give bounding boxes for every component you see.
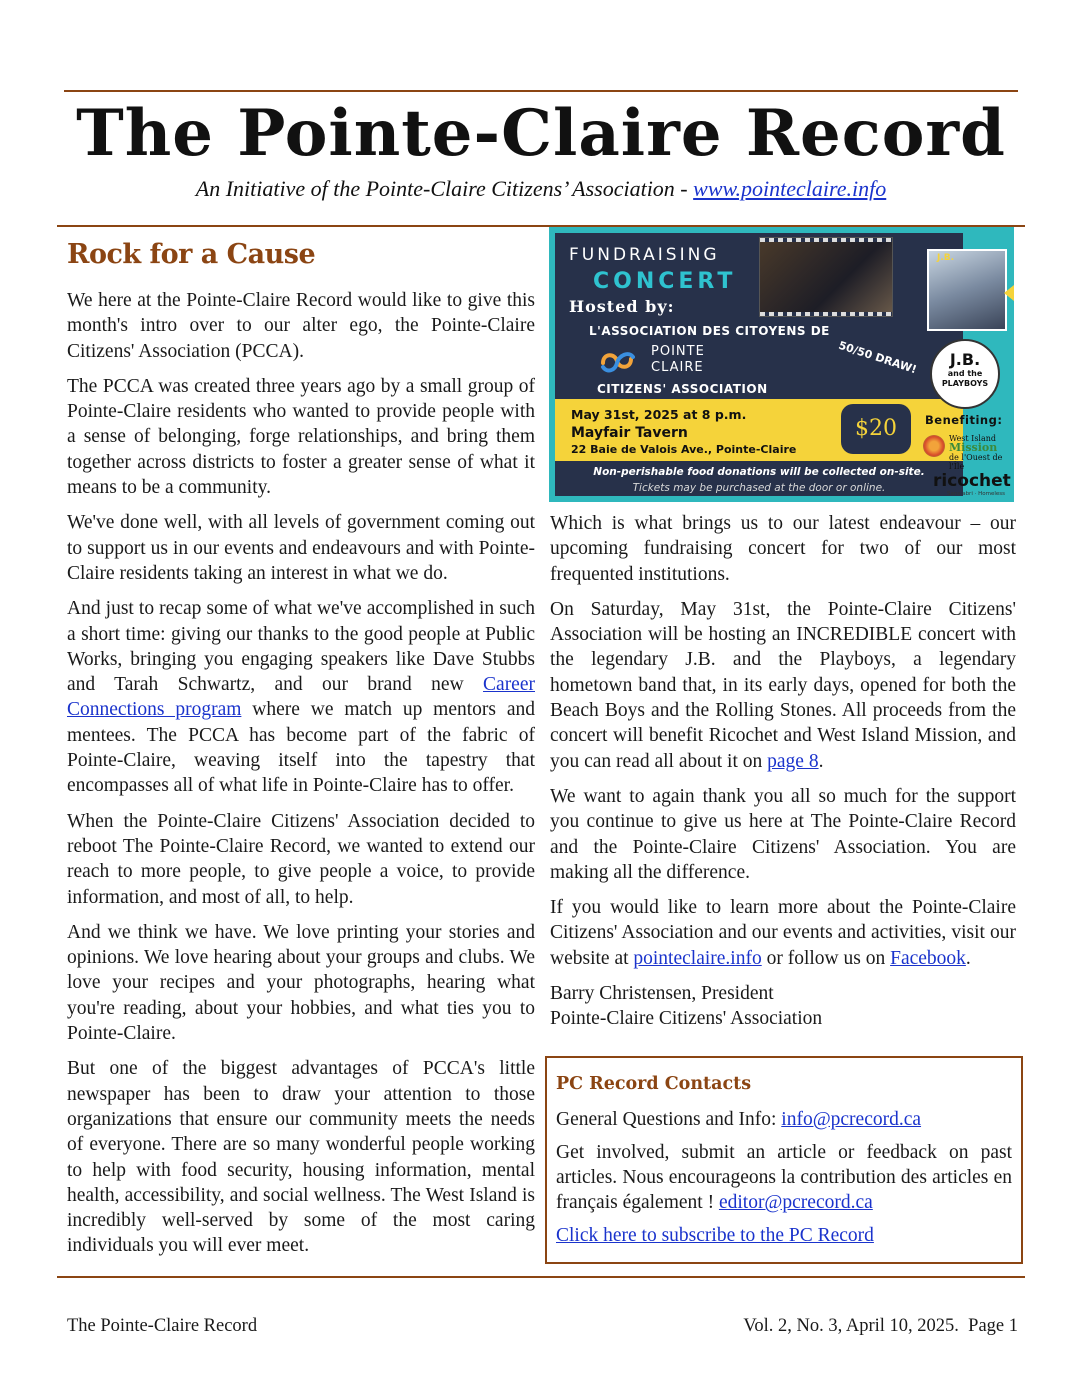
article-paragraph-2: The PCCA was created three years ago by a small group of Pointe-Claire residents who wanted to provide people with a sense of belonging, forge relationships, and bring them together across districts to foster a greater sense of what it means to be a community. (67, 375, 535, 499)
pointeclaire-info-link[interactable]: pointeclaire.info (633, 947, 762, 969)
subscribe-link[interactable]: Click here to subscribe to the PC Record (556, 1225, 874, 1246)
article-paragraph-3: We've done well, with all levels of government coming out to support us in our events and endeavours and with Pointe-Claire residents taking an interest in what we do. (67, 512, 535, 584)
poster-claire: CLAIRE (651, 360, 704, 375)
mission-line-3: de l'Ouest de l'Île (949, 453, 1003, 471)
article-paragraph-11 (550, 895, 1016, 971)
poster-event-details (555, 399, 963, 461)
editor-email-link[interactable]: editor@pcrecord.ca (718, 1192, 873, 1213)
poster-pointe-claire (651, 344, 705, 376)
ricochet-subtitle: Sans-abri · Homeless (947, 491, 1005, 497)
mission-line-2: Mission (949, 441, 998, 454)
article-right-column (550, 511, 1016, 1032)
p9-text-before: On Saturday, May 31st, the Pointe-Claire Citizens' Association will be hosting an INCREDIBLE concert with the legendary J.B. and the Playboys, a legendary hometown band that, in its early days, opened for both the Beach Boys and the Rolling Stones. All proceeds from the concert will benefit Ricochet and West Island Mission, and you can read all about it on (550, 598, 1016, 772)
article-paragraph-10: We want to again thank you all so much for the support you continue to give us here at The Pointe-Claire Record and the Pointe-Claire Citizens' Association. You are making all the difference. (550, 785, 1016, 883)
p11-text-middle: or follow us on (761, 947, 891, 969)
masthead-title: The Pointe-Claire Record (76, 96, 1006, 171)
page-8-link[interactable]: page 8 (767, 750, 819, 772)
facebook-link[interactable]: Facebook (890, 947, 966, 969)
poster-note-donations: Non-perishable food donations will be collected on-site. (593, 466, 925, 478)
jb-badge-and: and the (947, 369, 983, 378)
contacts-involved (556, 1140, 1012, 1215)
article-headline: Rock for a Cause (67, 239, 316, 270)
jb-playboys-badge (930, 339, 1000, 409)
p11-text-before: If you would like to learn more about the Pointe-Claire Citizens' Association and our events and activities, visit our website at (550, 897, 1016, 969)
article-paragraph-1: We here at the Pointe-Claire Record would like to give this month's intro over to our alter ego, the Pointe-Claire Citizens' Association (PCCA). (67, 290, 535, 362)
p4-text-before: And just to recap some of what we've accomplished in such a short time: giving our thanks to the good people at Public Works, bringing you engaging speakers like Dave Stubbs and Tarah Schwartz, and our brand new (67, 598, 535, 696)
footer-issue-info: Vol. 2, No. 3, April 10, 2025. Page 1 (743, 1316, 1018, 1336)
contacts-involved-text: Get involved, submit an article or feedback on past articles. Nous encourageons la contribution des articles en français également ! (556, 1142, 1012, 1213)
article-paragraph-9 (550, 597, 1016, 774)
poster-hosted-by: Hosted by: (569, 297, 675, 316)
p9-text-after: . (818, 750, 824, 772)
article-paragraph-6: And we think we have. We love printing your stories and opinions. We love hearing about your groups and clubs. We love your recipes and your photographs, hearing what you're reading, about your hobbies, and what ties you to Pointe-Claire. (67, 921, 535, 1045)
poster-address: 22 Baie de Valois Ave., Pointe-Claire (571, 443, 797, 456)
jb-badge-title: J.B. (949, 350, 981, 369)
career-connections-link[interactable]: Career Connections program (67, 674, 535, 721)
poster-concert: CONCERT (593, 269, 737, 294)
concert-poster (549, 227, 1014, 502)
mission-line-1: West Island (949, 434, 997, 443)
poster-date: May 31st, 2025 at 8 p.m. (571, 407, 747, 422)
p11-text-after: . (965, 947, 971, 969)
poster-fundraising: FUNDRAISING (569, 245, 720, 265)
footer-publication: The Pointe-Claire Record (67, 1316, 258, 1336)
poster-main-panel (555, 233, 963, 496)
contacts-box (545, 1056, 1023, 1264)
pointer-triangle-icon (1004, 285, 1014, 301)
jb-badge-playboys: PLAYBOYS (941, 379, 989, 388)
signature (550, 981, 1016, 1032)
poster-price: $20 (841, 404, 911, 454)
contacts-general-label: General Questions and Info: (556, 1109, 782, 1130)
contacts-subscribe (556, 1223, 1012, 1248)
masthead-subtitle-text: An Initiative of the Pointe-Claire Citizens’ Association - (195, 176, 694, 201)
mission-name (949, 434, 1014, 471)
band-photo-tag: J.B. (937, 253, 955, 263)
poster-citizens: CITIZENS' ASSOCIATION (597, 382, 768, 396)
article-paragraph-7: But one of the biggest advantages of PCCA's little newspaper has been to draw your attention to those organizations that ensure our community meets the needs of everyone. There are so many wonderful people working to help with food security, housing information, mental health, accessibility, and social wellness. The West Island is incredibly well-served by some of the most caring individuals you will ever meet. (67, 1058, 535, 1257)
poster-note-tickets: Tickets may be purchased at the door or online. (632, 482, 886, 494)
masthead-subtitle (0, 176, 1082, 202)
signature-name: Barry Christensen, President (550, 983, 774, 1005)
signature-org: Pointe-Claire Citizens' Association (550, 1008, 823, 1030)
website-link[interactable]: www.pointeclaire.info (693, 176, 887, 201)
article-paragraph-5: When the Pointe-Claire Citizens' Association decided to reboot The Pointe-Claire Record, we wanted to extend our reach to more people, to give people a voice, to provide information, and most of all, to help. (67, 810, 535, 908)
poster-5050-draw: 50/50 DRAW! (836, 338, 919, 377)
pcca-logo-icon (599, 345, 635, 375)
poster-assoc-fr: L'ASSOCIATION DES CITOYENS DE (589, 324, 830, 338)
ricochet-logo: ricochet (933, 471, 1011, 491)
article-left-column (67, 238, 535, 1269)
footer-rule (57, 1276, 1025, 1278)
poster-benefiting: Benefiting: (925, 413, 1003, 427)
article-paragraph-4 (67, 596, 535, 798)
article-paragraph-8: Which is what brings us to our latest endeavour – our upcoming fundraising concert for two of our most frequented institutions. (550, 513, 1016, 585)
poster-pointe: POINTE (651, 344, 705, 359)
poster-venue: Mayfair Tavern (571, 425, 688, 441)
band-stage-photo (759, 237, 893, 317)
info-email-link[interactable]: info@pcrecord.ca (781, 1109, 922, 1130)
contacts-title: PC Record Contacts (556, 1074, 752, 1094)
mission-logo-icon (923, 435, 945, 457)
contacts-general (556, 1107, 1012, 1132)
p4-text-after: where we match up mentors and mentees. The PCCA has become part of the fabric of Pointe-Claire, weaving itself into the tapestry that encompasses all of what life in Pointe-Claire has to offer. (67, 699, 535, 797)
